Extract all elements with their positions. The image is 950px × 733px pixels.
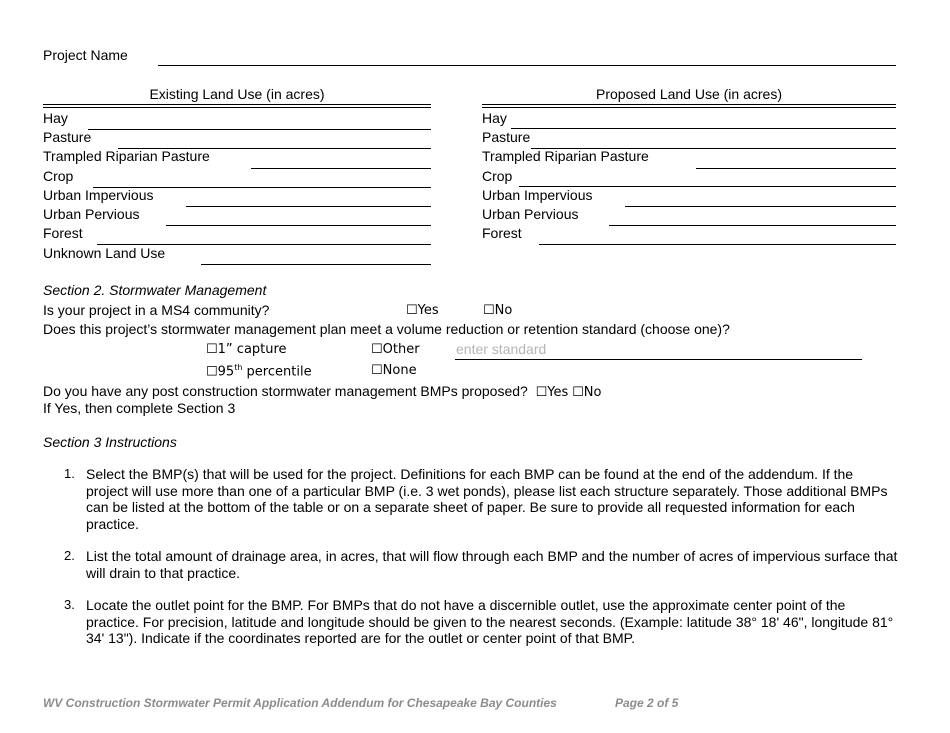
95th-rest-label: percentile (242, 364, 312, 380)
existing-urban-pervious-field[interactable] (166, 225, 431, 226)
instruction-item (43, 548, 898, 581)
existing-row-label: Urban Impervious (43, 187, 154, 203)
bmp-question: Do you have any post construction stormwater management BMPs proposed? (43, 383, 528, 399)
proposed-urban-pervious-field[interactable] (609, 225, 896, 226)
proposed-forest-field[interactable] (539, 244, 896, 245)
instruction-item (43, 597, 898, 647)
existing-land-use-header: Existing Land Use (in acres) (149, 86, 325, 102)
ms4-question: Is your project in a MS4 community? (43, 302, 270, 318)
95th-box-label: ☐95 (206, 364, 235, 380)
project-name-label: Project Name (43, 47, 128, 63)
existing-row-label: Forest (43, 225, 83, 241)
proposed-row-label: Crop (482, 168, 513, 184)
instruction-number: 3. (64, 597, 75, 612)
bmp-no-checkbox[interactable]: ☐No (572, 385, 602, 400)
if-section: Section 3 (176, 400, 236, 416)
existing-header-rule (43, 104, 431, 108)
existing-row-label: Crop (43, 168, 74, 184)
standard-input-field[interactable] (455, 359, 862, 360)
instruction-item (43, 466, 898, 532)
proposed-hay-field[interactable] (511, 128, 896, 129)
proposed-row-label: Urban Pervious (482, 206, 579, 222)
section3-instructions-list (43, 466, 898, 663)
instruction-number: 1. (64, 466, 75, 481)
bmp-yes-checkbox[interactable]: ☐Yes (535, 385, 569, 400)
section3-condition-text (43, 400, 235, 416)
project-name-field[interactable] (158, 65, 896, 66)
proposed-row-label: Trampled Riparian Pasture (482, 148, 649, 164)
footer-title: WV Construction Stormwater Permit Application Addendum for Chesapeake Bay Counties (43, 696, 557, 710)
existing-unknown-land-use-field[interactable] (201, 264, 431, 265)
none-standard-checkbox[interactable]: ☐None (371, 363, 417, 378)
ms4-no-checkbox[interactable]: ☐No (483, 303, 513, 318)
existing-row-label: Trampled Riparian Pasture (43, 148, 210, 164)
proposed-urban-impervious-field[interactable] (625, 206, 896, 207)
instruction-text: List the total amount of drainage area, in acres, that will flow through each BMP and the number of acres of impervious surface that will drain to that practice. (86, 548, 898, 581)
existing-row-label: Unknown Land Use (43, 245, 166, 261)
ms4-yes-checkbox[interactable]: ☐Yes (406, 303, 439, 318)
other-standard-checkbox[interactable]: ☐Other (371, 342, 420, 357)
proposed-trampled-riparian-pasture-field[interactable] (696, 168, 896, 169)
if-yes: Yes (54, 400, 78, 416)
bmp-question-line (43, 383, 601, 400)
standard-input-placeholder[interactable]: enter standard (456, 341, 547, 357)
proposed-header-rule (482, 104, 896, 108)
proposed-row-label: Forest (482, 225, 522, 241)
section2-title: Section 2. Stormwater Management (43, 282, 267, 298)
instruction-text: Locate the outlet point for the BMP. For BMPs that do not have a discernible outlet, use the approximate center point of the practice. For precision, latitude and longitude should be given to the nearest seconds. (Example: latitude 38° 18' 46", longitude 81° 34' 13"). Indicate if the coordinates reported are for the outlet or center point of that BMP. (86, 597, 894, 646)
existing-hay-field[interactable] (88, 129, 431, 130)
95th-percentile-checkbox[interactable] (206, 363, 312, 379)
if-mid: , then complete (77, 400, 177, 416)
volume-standard-question: Does this project’s stormwater management plan meet a volume reduction or retention standard (choose one)? (43, 321, 730, 337)
instruction-text: Select the BMP(s) that will be used for the project. Definitions for each BMP can be found at the end of the addendum. If the project will use more than one of a particular BMP (i.e. 3 wet ponds), please list each structure separately. Those additional BMPs can be listed at the bottom of the table or on a separate sheet of paper. Be sure to provide all requested information for each practice. (86, 466, 888, 532)
existing-row-label: Hay (43, 110, 68, 126)
if-prefix: If (43, 400, 55, 416)
footer-page-number: Page 2 of 5 (615, 696, 679, 710)
proposed-row-label: Hay (482, 110, 507, 126)
section3-title: Section 3 Instructions (43, 434, 177, 450)
existing-row-label: Pasture (43, 129, 92, 145)
proposed-row-label: Pasture (482, 129, 531, 145)
one-inch-capture-checkbox[interactable]: ☐1” capture (206, 342, 287, 357)
95th-superscript: th (234, 363, 243, 372)
existing-row-label: Urban Pervious (43, 206, 140, 222)
proposed-row-label: Urban Impervious (482, 187, 593, 203)
existing-trampled-riparian-pasture-field[interactable] (251, 168, 431, 169)
instruction-number: 2. (64, 548, 75, 563)
proposed-land-use-header: Proposed Land Use (in acres) (596, 86, 782, 102)
existing-urban-impervious-field[interactable] (186, 206, 431, 207)
